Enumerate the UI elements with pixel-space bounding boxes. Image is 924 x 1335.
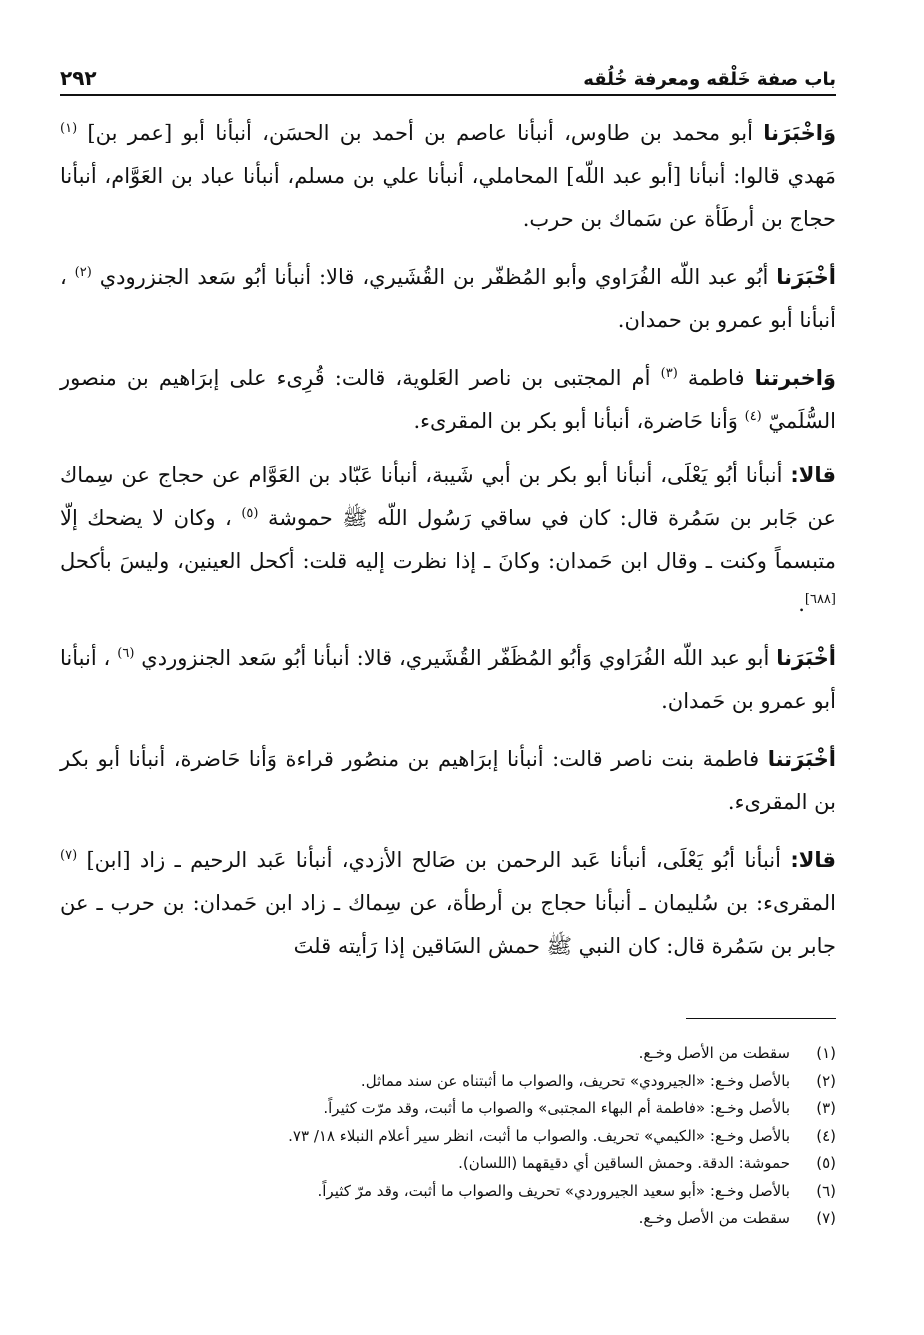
page-number: ٢٩٢ [60,66,97,90]
footnote-number: (٧) [816,1209,836,1227]
paragraph-text: المقرىء: بن سُليمان ـ أنبأنا حجاج بن أرطأة، عن سِماك ـ زاد ابن حَمدان: بن حرب ـ عن جابر بن سَمُرة قال: كان النبي ﷺ حمش السَاقين إذا رَأيته قلتَ [60,891,836,958]
paragraph-text: مَهدي قالوا: أنبأنا [أبو عبد اللّه] المحاملي، أنبأنا علي بن مسلم، أنبأنا عباد بن العَوَّام، أنبأنا حجاج بن أرطَأة عن سَماك بن حرب. [60,164,836,231]
footnote-separator [686,1018,836,1019]
footnotes-list [60,1040,836,1233]
running-header [60,58,836,96]
footnote-text: سقطت من الأصل وخـع. [638,1044,790,1062]
footnote [60,1040,836,1068]
footnote-marker: (٤) [744,409,762,424]
footnote [60,1150,836,1178]
chapter-title: باب صفة خَلْقه ومعرفة خُلُقه [583,69,836,90]
isnad-paragraph [60,738,836,824]
paragraph-text: أم المجتبى بن ناصر العَلوية، قالت: قُرِىء على إبرَاهيم بن منصور السُّلَميّ [60,366,836,433]
footnote-marker: (٣) [660,366,678,381]
book-page [60,0,836,1335]
footnote-number: (٦) [816,1181,836,1200]
paragraph-text: وَأنا حَاضرة، أنبأنا أبو بكر بن المقرىء. [413,409,745,433]
paragraph-text: ، أنبأنا أبو عمرو بن حمدان. [60,265,836,332]
isnad-paragraph [60,256,836,342]
paragraph-lead-word: وَاخْبَرَنا [763,121,836,145]
isnad-paragraph [60,637,836,723]
footnote [60,1205,836,1233]
paragraph-text: ، أنبأنا أبو عمرو بن حَمدان. [60,646,836,713]
paragraph-text: أبو محمد بن طاوس، أنبأنا عاصم بن أحمد بن الحسَن، أنبأنا أبو [عمر بن] [77,121,764,145]
footnote-number: (٢) [816,1071,836,1090]
paragraph-text: فاطمة [677,366,755,390]
paragraph-lead-word: قالا: [790,463,836,487]
footnote-text: حموشة: الدقة. وحمش الساقين أي دقيقهما (اللسان). [458,1154,790,1172]
footnote-marker: (٥) [241,506,259,521]
isnad-paragraph [60,357,836,443]
footnote-marker: (٦) [117,646,135,661]
hadith-paragraph [60,839,836,968]
footnote-text: بالأصل وخـع: «الجيرودي» تحريف، والصواب ما أثبتناه عن سند مماثل. [360,1071,790,1090]
paragraph-text: أنبأنا أبُو يَعْلَى، أنبأنا عَبد الرحمن بن صَالح الأزدي، أنبأنا عَبد الرحيم ـ زاد [ابن] [77,848,791,872]
paragraph-text: ، وكان لا يضحك إلّا متبسماً وكنت ـ وقال ابن حَمدان: وكانَ ـ إذا نظرت إليه قلت: أكحل العينين، وليسَ بأكحل [60,506,836,573]
paragraph-text: أبُو عبد اللّه الفُرَاوي وأبو المُظفّر بن القُشَيري، قالا: أنبأنا أبُو سَعد الجنزرودي [91,265,777,289]
footnote-text: بالأصل وخـع: «فاطمة أم البهاء المجتبى» والصواب ما أثبت، وقد مرّت كثيراً. [323,1099,790,1117]
footnote [60,1095,836,1123]
paragraph-lead-word: أخْبَرَنا [776,265,836,289]
footnote [60,1068,836,1096]
reference-marker: [٦٨٨] [804,592,836,607]
paragraph-text: أنبأنا أبُو يَعْلَى، أنبأنا أبو بكر بن أبي شَيبة، أنبأنا عَبّاد بن العَوَّام عن حجاج عن سِماك عن جَابر بن سَمُرة قال: كان في ساقي رَسُول اللّه ﷺ حموشة [60,463,837,530]
paragraph-lead-word: قالا: [790,848,836,872]
hadith-paragraph [60,454,836,626]
footnote [60,1178,836,1206]
footnote-number: (٣) [816,1099,836,1117]
footnote-text: بالأصل وخـع: «الكيمي» تحريف. والصواب ما أثبت، انظر سير أعلام النبلاء ١٨/ ٧٣. [288,1126,790,1145]
footnote-number: (١) [816,1044,836,1062]
isnad-paragraph [60,112,836,241]
footnote-text: سقطت من الأصل وخـع. [638,1209,790,1227]
footnote-text: بالأصل وخـع: «أبو سعيد الجيروردي» تحريف والصواب ما أثبت، وقد مرّ كثيراً. [317,1181,790,1200]
footnote-marker: (٢) [74,265,92,280]
paragraph-lead-word: أخْبَرَتنا [767,747,836,771]
paragraph-text: فاطمة بنت ناصر قالت: أنبأنا إبرَاهيم بن منصُور قراءة وَأنا حَاضرة، أنبأنا أبو بكر بن المقرىء. [60,747,836,814]
paragraph-text: أبو عبد اللّه الفُرَاوي وَأبُو المُظَفّر القُشَيري، قالا: أنبأنا أبُو سَعد الجنزوردي [134,646,777,670]
footnote-number: (٥) [816,1154,836,1172]
paragraph-text: . [798,592,805,616]
footnote-marker: (٧) [60,848,78,863]
main-text [60,112,836,983]
footnote [60,1123,836,1151]
paragraph-lead-word: أخْبَرَنا [776,646,836,670]
footnote-number: (٤) [816,1126,836,1145]
paragraph-lead-word: وَاخبرتنا [754,366,836,390]
footnote-marker: (١) [60,121,78,136]
